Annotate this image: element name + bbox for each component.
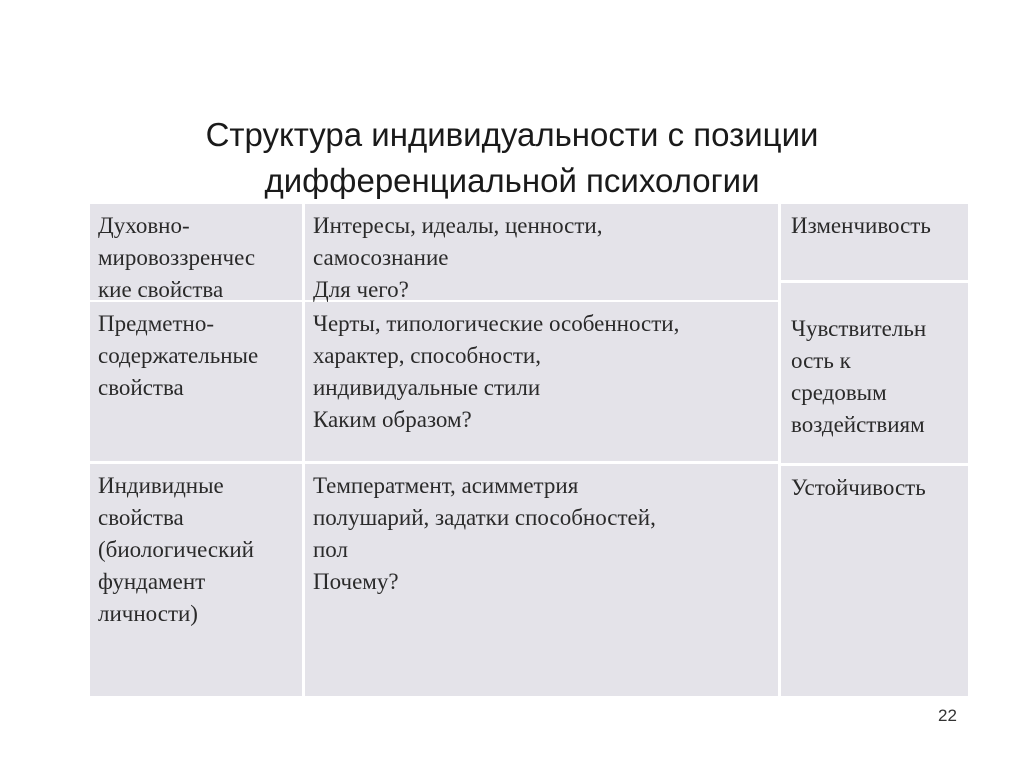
cell-line: Черты, типологические особенности, [313, 311, 680, 336]
cell-line: личности) [98, 601, 198, 626]
cell-line: Предметно- [98, 311, 214, 336]
table-cell-stability [781, 466, 968, 696]
table-cell-description-2 [305, 302, 778, 461]
cell-line: (биологический [98, 537, 254, 562]
cell-line: индивидуальные стили [313, 375, 541, 400]
cell-line: Почему? [313, 569, 399, 594]
table-cell-category-1 [90, 204, 302, 300]
cell-line: пол [313, 537, 348, 562]
table-cell-sensitivity [781, 283, 968, 463]
cell-line: ость к [791, 348, 851, 373]
cell-line: фундамент [98, 569, 206, 594]
page-number: 22 [938, 706, 957, 725]
cell-line: Для чего? [313, 277, 409, 302]
cell-line: самосознание [313, 245, 449, 270]
table-cell-variability [781, 204, 968, 280]
cell-line: свойства [98, 375, 184, 400]
cell-line: Изменчивость [791, 213, 931, 238]
cell-line: характер, способности, [313, 343, 541, 368]
slide-title-line: дифференциальной психологии [264, 162, 760, 199]
slide-title-line: Структура индивидуальности с позиции [205, 116, 819, 153]
table-cell-category-3 [90, 464, 302, 696]
cell-line: содержательные [98, 343, 259, 368]
cell-line: Температмент, асимметрия [313, 473, 579, 498]
cell-line: кие свойства [98, 277, 224, 302]
cell-line: воздействиям [791, 412, 925, 437]
cell-line: Устойчивость [791, 475, 926, 500]
cell-line: средовым [791, 380, 887, 405]
cell-line: Интересы, идеалы, ценности, [313, 213, 603, 238]
cell-line: Чувствительн [791, 316, 927, 341]
cell-line: Духовно- [98, 213, 190, 238]
cell-line: Индивидные [98, 473, 224, 498]
slide-title [0, 112, 1024, 204]
table-cell-description-3 [305, 464, 778, 696]
cell-line: полушарий, задатки способностей, [313, 505, 656, 530]
table-cell-description-1 [305, 204, 778, 300]
cell-line: свойства [98, 505, 184, 530]
cell-line: Каким образом? [313, 407, 472, 432]
table-cell-category-2 [90, 302, 302, 461]
cell-line: мировоззренчес [98, 245, 256, 270]
